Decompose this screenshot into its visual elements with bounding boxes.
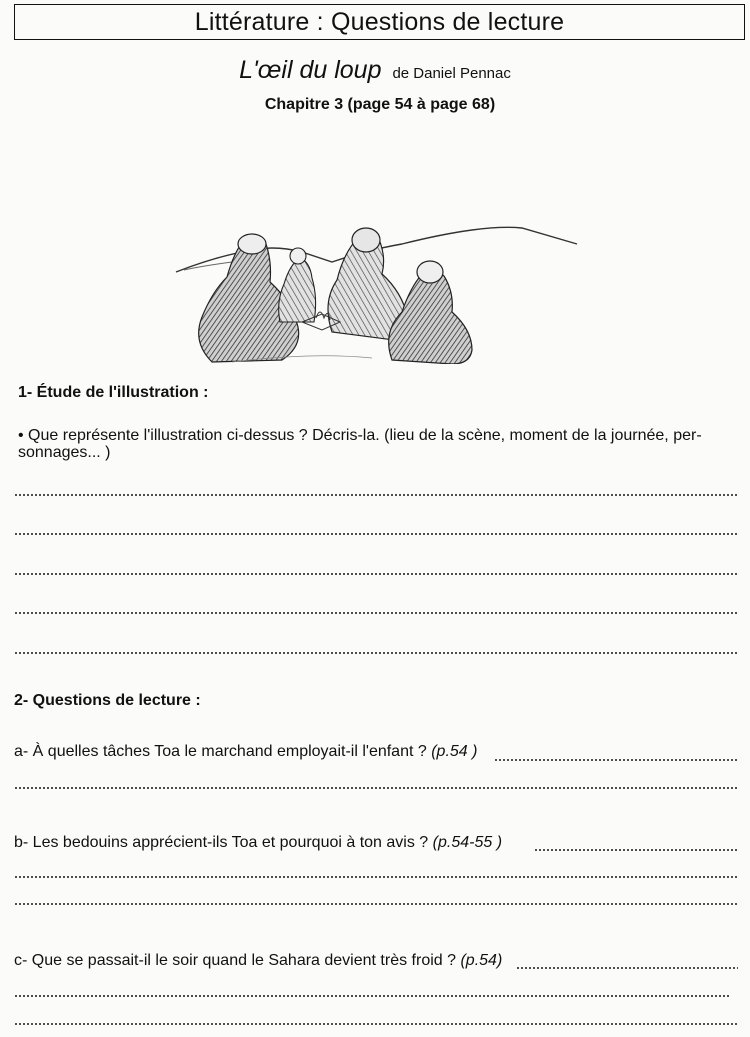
answer-line[interactable]: [494, 759, 738, 761]
worksheet-title: Littérature : Questions de lecture: [194, 7, 565, 36]
question-b-ref: (p.54-55 ): [432, 834, 503, 851]
answer-line[interactable]: [14, 876, 738, 878]
answer-line[interactable]: [14, 995, 730, 997]
question-a-ref: (p.54 ): [431, 743, 478, 760]
question-b-text: b- Les bedouins apprécient-ils Toa et pourquoi à ton avis ?: [14, 834, 429, 851]
book-author: de Daniel Pennac: [392, 65, 511, 82]
answer-line[interactable]: [14, 652, 738, 654]
section1-question-line1: • Que représente l'illustration ci-dessus ? Décris-la. (lieu de la scène, moment de la journée, per-: [18, 427, 702, 444]
question-c-text: c- Que se passait-il le soir quand le Sahara devient très froid ?: [14, 952, 457, 969]
question-a: [14, 743, 477, 761]
answer-line[interactable]: [14, 533, 738, 535]
section1-question-line2: sonnages... ): [18, 444, 111, 461]
answer-line[interactable]: [14, 612, 738, 614]
answer-line[interactable]: [14, 903, 738, 905]
answer-line[interactable]: [14, 1023, 738, 1025]
worksheet-title-box: [14, 4, 745, 40]
question-c-ref: (p.54): [460, 952, 503, 969]
section2-heading: 2- Questions de lecture :: [14, 692, 201, 709]
answer-line[interactable]: [534, 849, 738, 851]
question-c: [14, 952, 502, 970]
question-a-text: a- À quelles tâches Toa le marchand employait-il l'enfant ?: [14, 743, 427, 760]
chapter-label: Chapitre 3 (page 54 à page 68): [264, 96, 496, 113]
answer-line[interactable]: [14, 494, 738, 496]
book-title: L'œil du loup: [239, 56, 382, 84]
section1-heading: 1- Étude de l'illustration :: [18, 384, 209, 401]
answer-line[interactable]: [516, 967, 738, 969]
book-line: [0, 56, 750, 85]
answer-line[interactable]: [14, 573, 738, 575]
desert-campfire-illustration: [172, 222, 584, 364]
question-b: [14, 834, 502, 852]
answer-line[interactable]: [14, 787, 738, 789]
